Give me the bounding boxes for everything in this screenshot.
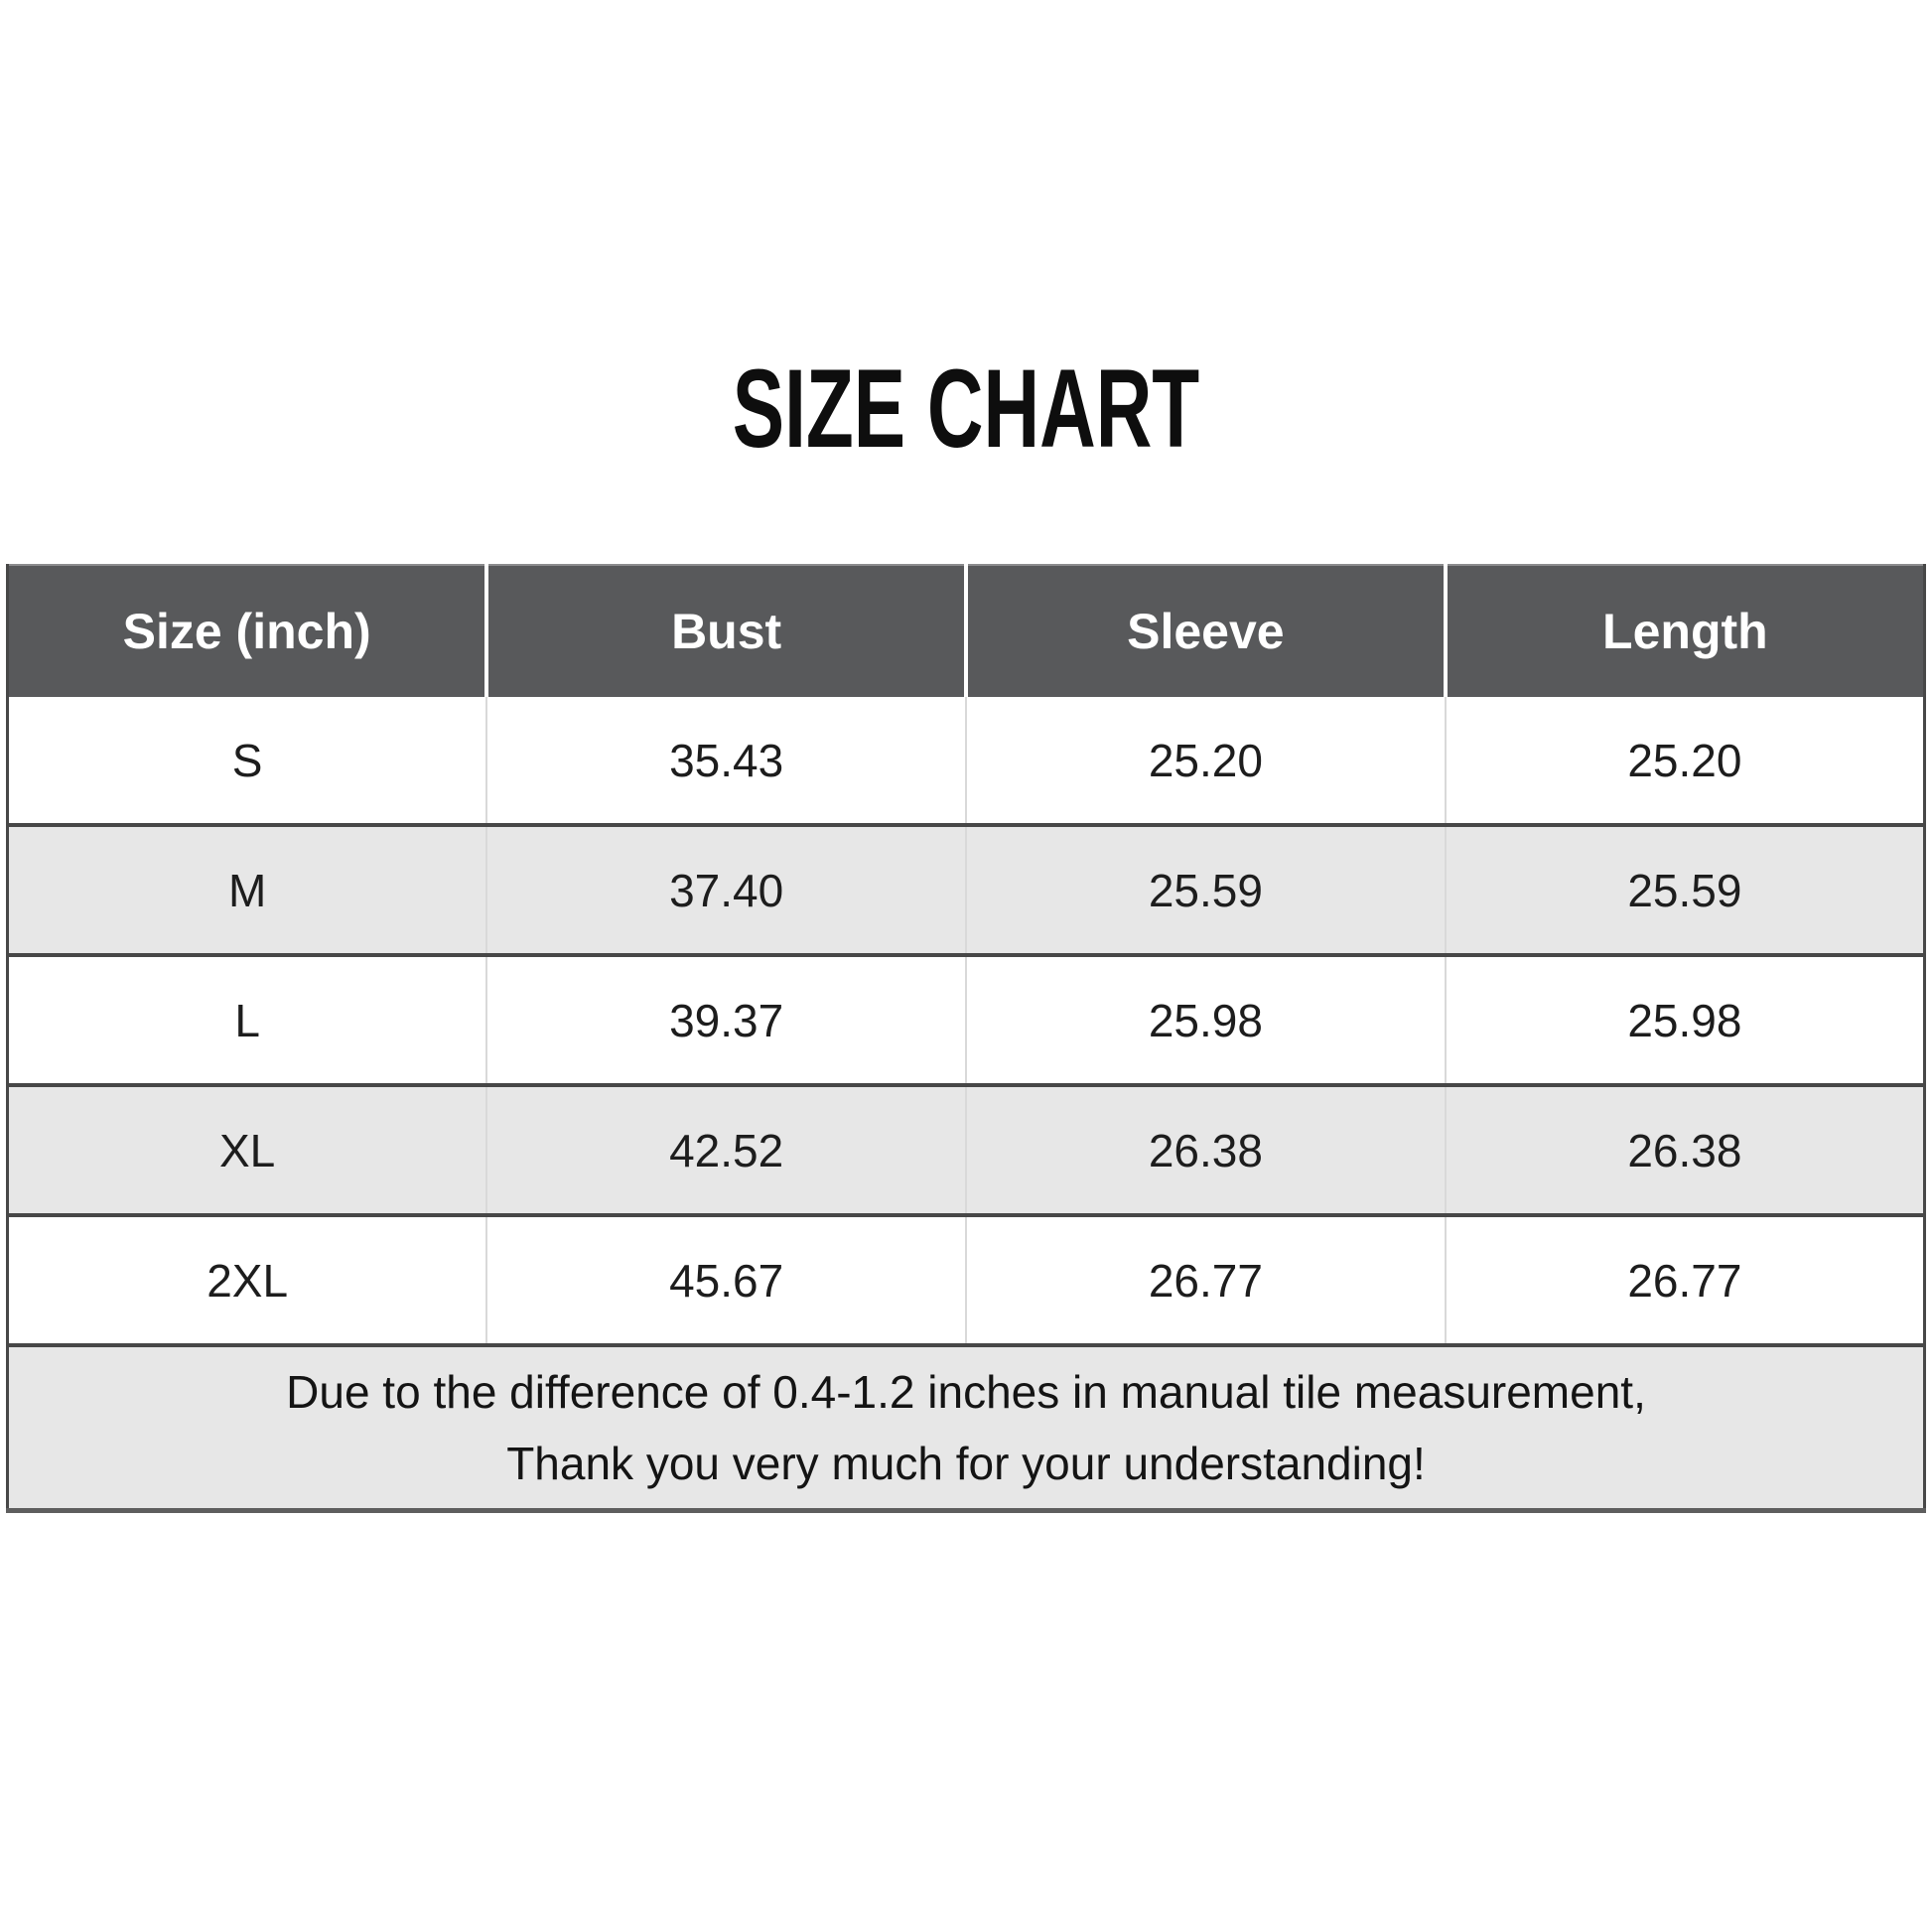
cell-bust-2xl: 45.67 (486, 1215, 966, 1345)
cell-bust-m: 37.40 (486, 825, 966, 955)
cell-size-2xl: 2XL (8, 1215, 487, 1345)
note-line-1: Due to the difference of 0.4-1.2 inches in manual tile measurement, (286, 1366, 1646, 1418)
cell-sleeve-s: 25.20 (966, 697, 1446, 825)
cell-bust-s: 35.43 (486, 697, 966, 825)
cell-size-xl: XL (8, 1085, 487, 1215)
cell-sleeve-l: 25.98 (966, 955, 1446, 1085)
note-line-2: Thank you very much for your understanding! (506, 1438, 1426, 1489)
header-cell-bust: Bust (486, 565, 966, 697)
page-title-text: SIZE CHART (732, 346, 1200, 471)
cell-length-2xl: 26.77 (1446, 1215, 1925, 1345)
note-row (8, 1345, 1925, 1511)
page-title (0, 346, 1932, 471)
size-table (6, 564, 1926, 1513)
cell-sleeve-xl: 26.38 (966, 1085, 1446, 1215)
header-cell-length: Length (1446, 565, 1925, 697)
cell-length-m: 25.59 (1446, 825, 1925, 955)
table-row-l (8, 955, 1925, 1085)
table-row-s (8, 697, 1925, 825)
measurement-note (8, 1345, 1925, 1511)
cell-bust-xl: 42.52 (486, 1085, 966, 1215)
cell-sleeve-m: 25.59 (966, 825, 1446, 955)
cell-length-l: 25.98 (1446, 955, 1925, 1085)
cell-length-s: 25.20 (1446, 697, 1925, 825)
header-cell-sleeve: Sleeve (966, 565, 1446, 697)
cell-size-s: S (8, 697, 487, 825)
cell-bust-l: 39.37 (486, 955, 966, 1085)
header-row (8, 565, 1925, 697)
cell-size-m: M (8, 825, 487, 955)
table-row-2xl (8, 1215, 1925, 1345)
header-cell-size: Size (inch) (8, 565, 487, 697)
table-row-m (8, 825, 1925, 955)
cell-size-l: L (8, 955, 487, 1085)
cell-sleeve-2xl: 26.77 (966, 1215, 1446, 1345)
cell-length-xl: 26.38 (1446, 1085, 1925, 1215)
table-row-xl (8, 1085, 1925, 1215)
